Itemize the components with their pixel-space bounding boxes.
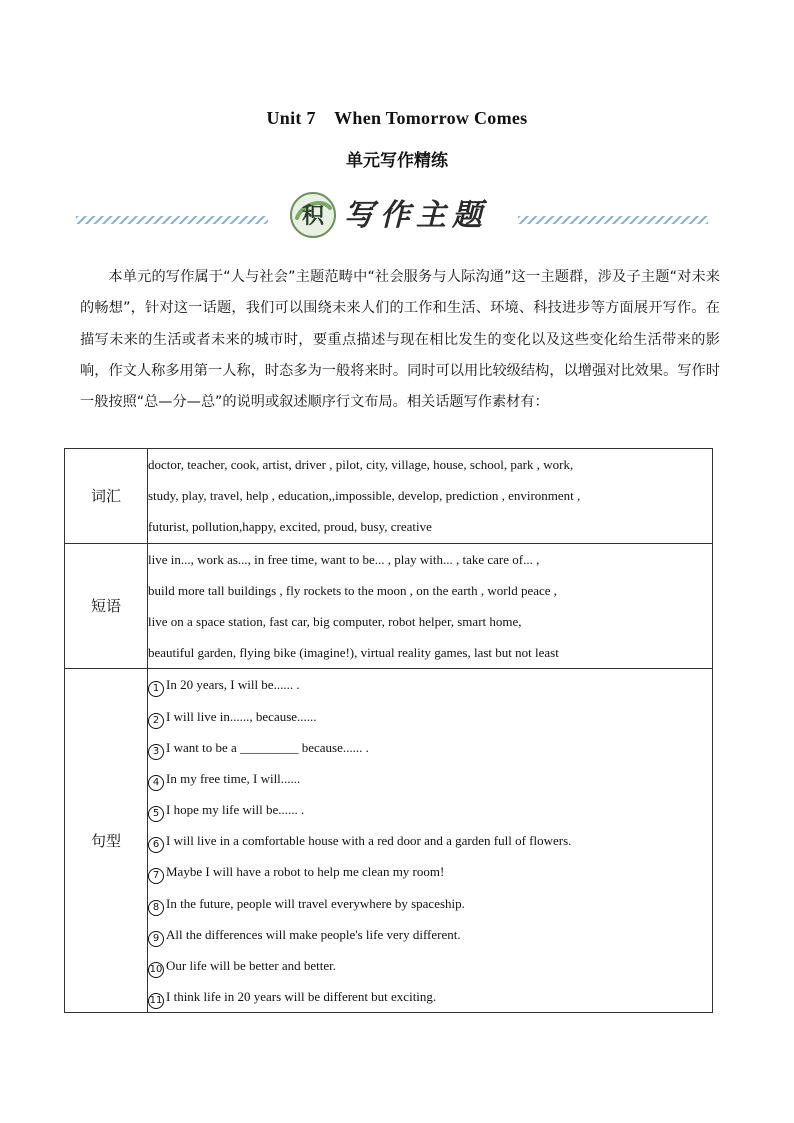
sentence-item [148, 856, 712, 887]
sentence-number-badge: 9 [148, 931, 164, 947]
sentence-text: I will live in a comfortable house with a red door and a garden full of flowers. [166, 833, 572, 849]
sentences-row [65, 669, 713, 1013]
sentence-item [148, 732, 712, 763]
sentence-number-badge: 6 [148, 837, 164, 853]
sentence-number-badge: 1 [148, 681, 164, 697]
vocab-line: study, play, travel, help , education,,impossible, develop, prediction , environment , [148, 488, 581, 504]
banner-stripe-left [76, 216, 268, 224]
vocab-line: doctor, teacher, cook, artist, driver , pilot, city, village, house, school, park , work, [148, 457, 574, 472]
sentence-item [148, 763, 712, 794]
phrase-line: build more tall buildings , fly rockets to the moon , on the earth , world peace , [148, 582, 558, 598]
phrases-label: 短语 [65, 543, 148, 669]
sentence-item [148, 701, 712, 732]
phrase-line: live on a space station, fast car, big computer, robot helper, smart home, [148, 613, 522, 629]
intro-paragraph [80, 262, 720, 418]
phrase-line: beautiful garden, flying bike (imagine!), virtual reality games, last but not least [148, 645, 559, 661]
vocab-label: 词汇 [65, 449, 148, 544]
sentence-text: I want to be a _________ because...... . [166, 739, 369, 755]
section-banner [76, 186, 708, 246]
sentence-item [148, 825, 712, 856]
sentence-number-badge: 11 [148, 993, 164, 1009]
sentence-item [148, 669, 712, 700]
sentence-item [148, 950, 712, 981]
page-title: Unit 7 When Tomorrow Comes [266, 108, 528, 128]
sentence-number-badge: 8 [148, 900, 164, 916]
page-subtitle: 单元写作精练 [346, 151, 448, 171]
sentence-number-badge: 2 [148, 713, 164, 729]
phrase-line: live in..., work as..., in free time, want to be... , play with... , take care of... , [148, 551, 540, 567]
intro-text: 本单元的写作属于“人与社会”主题范畴中“社会服务与人际沟通”这一主题群，涉及子主题“对未来的畅想”，针对这一话题，我们可以围绕未来人们的工作和生活、环境、科技进步等方面展开写作。在描写未来的生活或者未来的城市时，要重点描述与现在相比发生的变化以及这些变化给生活带来的影响，作文人称多用第一人称，时态多为一般将来时。同时可以用比较级结构，以增强对比效果。写作时一般按照“总—分—总”的说明或叙述顺序行文布局。相关话题写作素材有： [80, 269, 720, 411]
sentence-item [148, 919, 712, 950]
sentence-item [148, 981, 712, 1012]
sentence-number-badge: 3 [148, 744, 164, 760]
sentence-text: I think life in 20 years will be different but exciting. [166, 989, 437, 1005]
vocab-line: futurist, pollution,happy, excited, proud, busy, creative [148, 519, 432, 535]
banner-emblem-icon [288, 190, 338, 240]
phrases-content [148, 543, 713, 669]
sentence-text: In the future, people will travel everywhere by spaceship. [166, 895, 465, 911]
vocab-content [148, 449, 713, 544]
sentence-text: I will live in......, because...... [166, 708, 317, 724]
vocab-row [65, 449, 713, 544]
sentence-item [148, 794, 712, 825]
banner-emblem-char: 积 [301, 204, 325, 229]
banner-stripe-right [518, 216, 708, 224]
phrases-row [65, 543, 713, 669]
sentence-text: In 20 years, I will be...... . [166, 677, 300, 693]
sentence-number-badge: 5 [148, 806, 164, 822]
sentence-number-badge: 7 [148, 868, 164, 884]
sentence-text: Our life will be better and better. [166, 958, 337, 973]
writing-material-table [64, 448, 713, 1013]
sentence-text: Maybe I will have a robot to help me clean my room! [166, 864, 445, 880]
sentences-content [148, 669, 713, 1013]
sentences-label: 句型 [65, 669, 148, 1013]
sentence-number-badge: 10 [148, 962, 164, 978]
banner-title: 写作主题 [344, 198, 488, 233]
sentence-text: All the differences will make people's life very different. [166, 926, 461, 942]
sentence-item [148, 888, 712, 919]
sentence-text: In my free time, I will...... [166, 770, 301, 786]
sentence-text: I hope my life will be...... . [166, 802, 305, 818]
sentence-number-badge: 4 [148, 775, 164, 791]
